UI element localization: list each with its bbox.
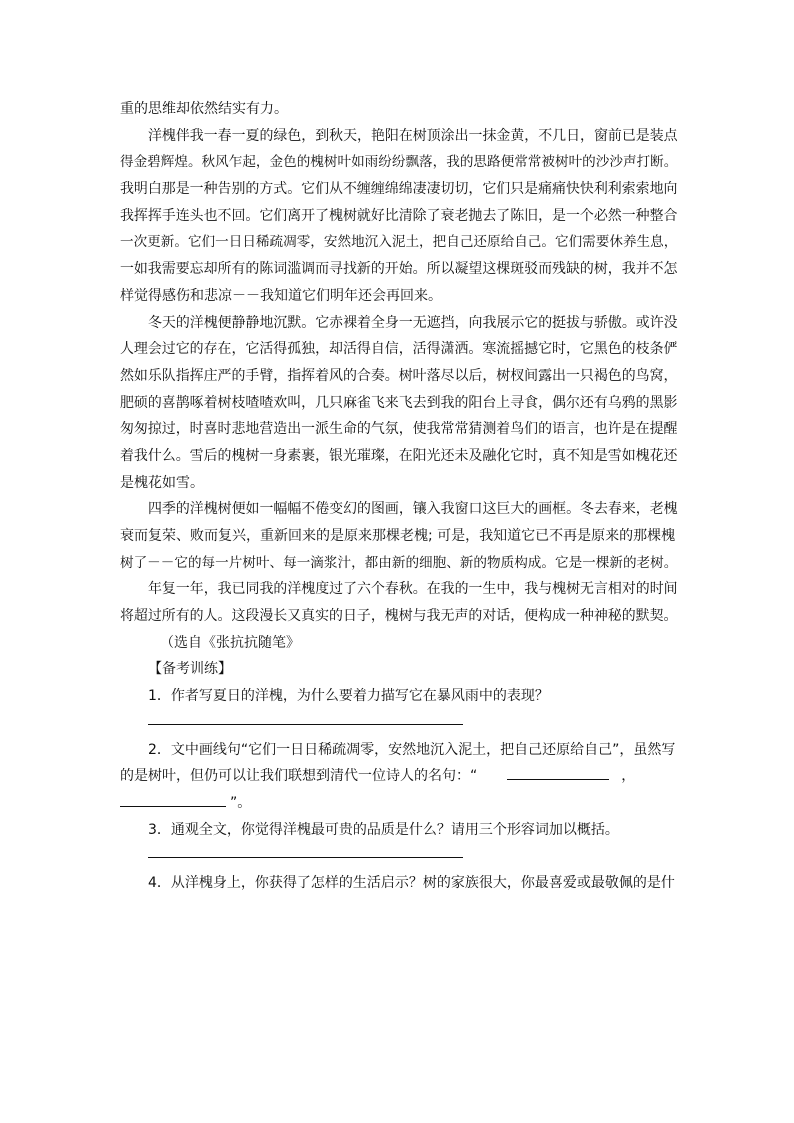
paragraph-line: 重的思维却依然结实有力。 <box>120 101 288 117</box>
paragraph-line: 年复一年，我已同我的洋槐度过了六个春秋。在我的一生中，我与槐树无言相对的时间 <box>148 581 678 598</box>
paragraph-line: 我挥挥手连头也不回。它们离开了槐树就好比清除了衰老抛去了陈旧，是一个必然一种整合 <box>120 207 678 224</box>
source-citation: （选自《张抗抗随笔》 <box>160 634 300 651</box>
answer-blank-2a[interactable] <box>507 763 609 780</box>
question-2-line-1: 2．文中画线句“它们一日日稀疏凋零，安然地沉入泥土，把自己还原给自己”，虽然写 <box>148 741 676 758</box>
question-2-line-2 <box>120 763 678 790</box>
answer-line-3[interactable] <box>120 843 678 870</box>
question-4: 4．从洋槐身上，你获得了怎样的生活启示？树的家族很大，你最喜爱或最敬佩的是什 <box>148 874 675 891</box>
paragraph-line: 样觉得感伤和悲凉－－我知道它们明年还会再回来。 <box>120 287 442 304</box>
document-page <box>120 96 678 897</box>
answer-blank-2b[interactable] <box>120 790 226 807</box>
paragraph-line: 是槐花如雪。 <box>120 474 204 491</box>
paragraph-line: 将超过所有的人。这段漫长又真实的日子，槐树与我无声的对话，便构成一种神秘的默契。 <box>120 608 678 625</box>
question-2-text-b: ， <box>621 768 636 785</box>
section-title: 【备考训练】 <box>148 661 232 678</box>
paragraph-line: 我明白那是一种告别的方式。它们从不缠缠绵绵凄凄切切，它们只是痛痛快快利利索索地向 <box>120 181 678 198</box>
paragraph-line: 得金碧辉煌。秋风乍起，金色的槐树叶如雨纷纷飘落，我的思路便常常被树叶的沙沙声打断。 <box>120 154 678 171</box>
paragraph-line: 冬天的洋槐便静静地沉默。它赤裸着全身一无遮挡，向我展示它的挺拔与骄傲。或许没 <box>148 314 678 331</box>
paragraph-line: 肥硕的喜鹊啄着树枝喳喳欢叫，几只麻雀飞来飞去到我的阳台上寻食，偶尔还有乌鸦的黑影 <box>120 394 678 411</box>
paragraph-line: 衰而复荣、败而复兴，重新回来的是原来那棵老槐; 可是，我知道它已不再是原来的那棵槐 <box>120 528 676 544</box>
paragraph-line: 着我什么。雪后的槐树一身素裹，银光璀璨，在阳光还未及融化它时，真不知是雪如槐花还 <box>120 447 678 464</box>
paragraph-line: 树了－－它的每一片树叶、每一滴浆汁，都由新的细胞、新的物质构成。它是一棵新的老树。 <box>120 554 678 571</box>
question-1: 1．作者写夏日的洋槐，为什么要着力描写它在暴风雨中的表现？ <box>148 688 549 705</box>
paragraph-line: 人理会过它的存在，它活得孤独，却活得自信，活得潇洒。寒流摇撼它时，它黑色的枝条俨 <box>120 341 678 358</box>
question-3: 3．通观全文，你觉得洋槐最可贵的品质是什么？请用三个形容词加以概括。 <box>148 821 619 838</box>
paragraph-line: 匆匆掠过，时喜时悲地营造出一派生命的气氛，使我常常猜测着鸟们的语言，也许是在提醒 <box>120 421 678 438</box>
paragraph-line: 一次更新。它们一日日稀疏凋零，安然地沉入泥土，把自己还原给自己。它们需要休养生息， <box>120 234 678 251</box>
paragraph-line: 四季的洋槐树便如一幅幅不倦变幻的图画，镶入我窗口这巨大的画框。冬去春来，老槐 <box>148 501 678 518</box>
question-2-text-a: 的是树叶，但仍可以让我们联想到清代一位诗人的名句：“ <box>120 768 478 785</box>
paragraph-line: 洋槐伴我一春一夏的绿色，到秋天，艳阳在树顶涂出一抹金黄，不几日，窗前已是装点 <box>148 127 678 144</box>
question-2-text-end: ”。 <box>230 794 252 811</box>
paragraph-line: 一如我需要忘却所有的陈词滥调而寻找新的开始。所以凝望这棵斑驳而残缺的树，我并不怎 <box>120 261 678 278</box>
answer-line-1[interactable] <box>120 710 678 737</box>
paragraph-line: 然如乐队指挥庄严的手臂，指挥着风的合奏。树叶落尽以后，树杈间露出一只褐色的鸟窝， <box>120 367 678 384</box>
question-2-line-3 <box>120 790 678 817</box>
